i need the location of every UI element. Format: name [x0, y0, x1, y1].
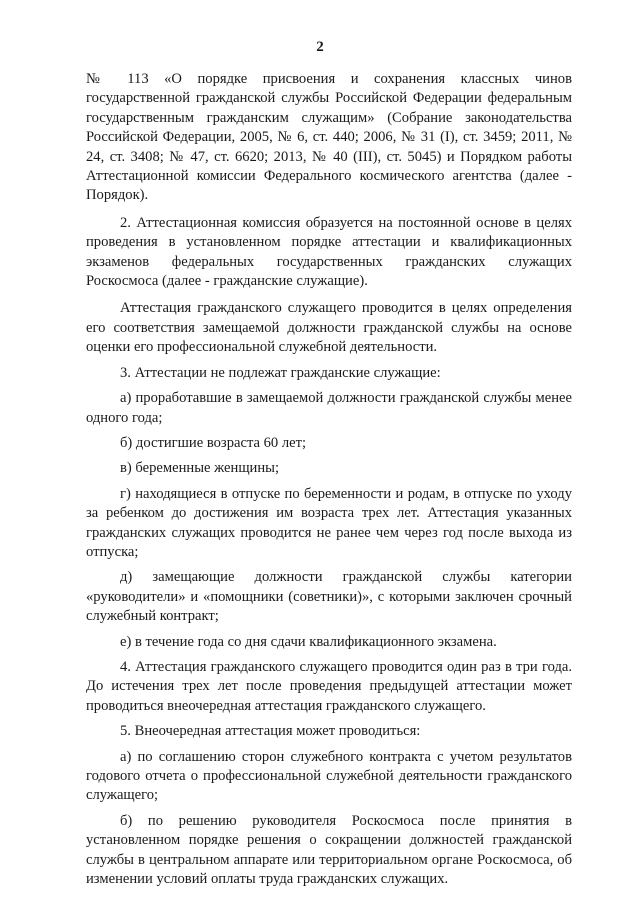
list-item-e: е) в течение года со дня сдачи квалификационного экзамена. [120, 633, 497, 650]
list-item-a: а) проработавшие в замещаемой должности гражданской службы менее одного года; [86, 390, 572, 426]
document-body [86, 70, 572, 889]
list-item-v: в) беременные женщины; [120, 460, 280, 477]
list-item-g: г) находящиеся в отпуске по беременности и родам, в отпуске по уходу за ребенком до достижения им возраста трех лет. Аттестация указанных гражданских служащих проводится не ранее чем через год после выхода из отпуска; [86, 485, 572, 560]
paragraph-legal-reference: № 113 «О порядке присвоения и сохранения классных чинов государственной гражданской службы Российской Федерации федеральным государственным гражданским служащим» (Собрание законодательства Российской Федерации, 2005, № 6, ст. 440; 2006, № 31 (I), ст. 3459; 2011, № 24, ст. 3408; № 47, ст. 6620; 2013, № 40 (III), ст. 5045) и Порядком работы Аттестационной комиссии Федерального космического агентства (далее - Порядок). [86, 71, 572, 204]
paragraph-2-commission: 2. Аттестационная комиссия образуется на постоянной основе в целях проведения в установленном порядке аттестации и квалификационных экзаменов федеральных государственных гражданских служащих Роскосмоса (далее - гражданские служащие). [86, 214, 572, 290]
list-item-5b: б) по решению руководителя Роскосмоса после принятия в установленном порядке решения о сокращении должностей гражданской службы в центральном аппарате или территориальном органе Роскосмоса, об изменении условий оплаты труда гражданских служащих. [86, 812, 572, 888]
page-number: 2 [316, 39, 324, 55]
list-item-b: б) достигшие возраста 60 лет; [120, 434, 307, 451]
list-item-d: д) замещающие должности гражданской службы категории «руководители» и «помощники (советники)», с которыми заключен срочный служебный контракт; [86, 569, 572, 625]
paragraph-4-frequency: 4. Аттестация гражданского служащего проводится один раз в три года. До истечения трех лет после проведения предыдущей аттестации может проводиться внеочередная аттестация гражданского служащего. [86, 658, 572, 714]
paragraph-5-extraordinary: 5. Внеочередная аттестация может проводиться: [120, 723, 421, 740]
paragraph-3-not-subject: 3. Аттестации не подлежат гражданские служащие: [120, 364, 441, 381]
list-item-5a: а) по соглашению сторон служебного контракта с учетом результатов годового отчета о профессиональной служебной деятельности гражданского служащего; [86, 748, 572, 804]
paragraph-attestation-purpose: Аттестация гражданского служащего проводится в целях определения его соответствия замещаемой должности гражданской службы на основе оценки его профессиональной служебной деятельности. [86, 300, 572, 356]
